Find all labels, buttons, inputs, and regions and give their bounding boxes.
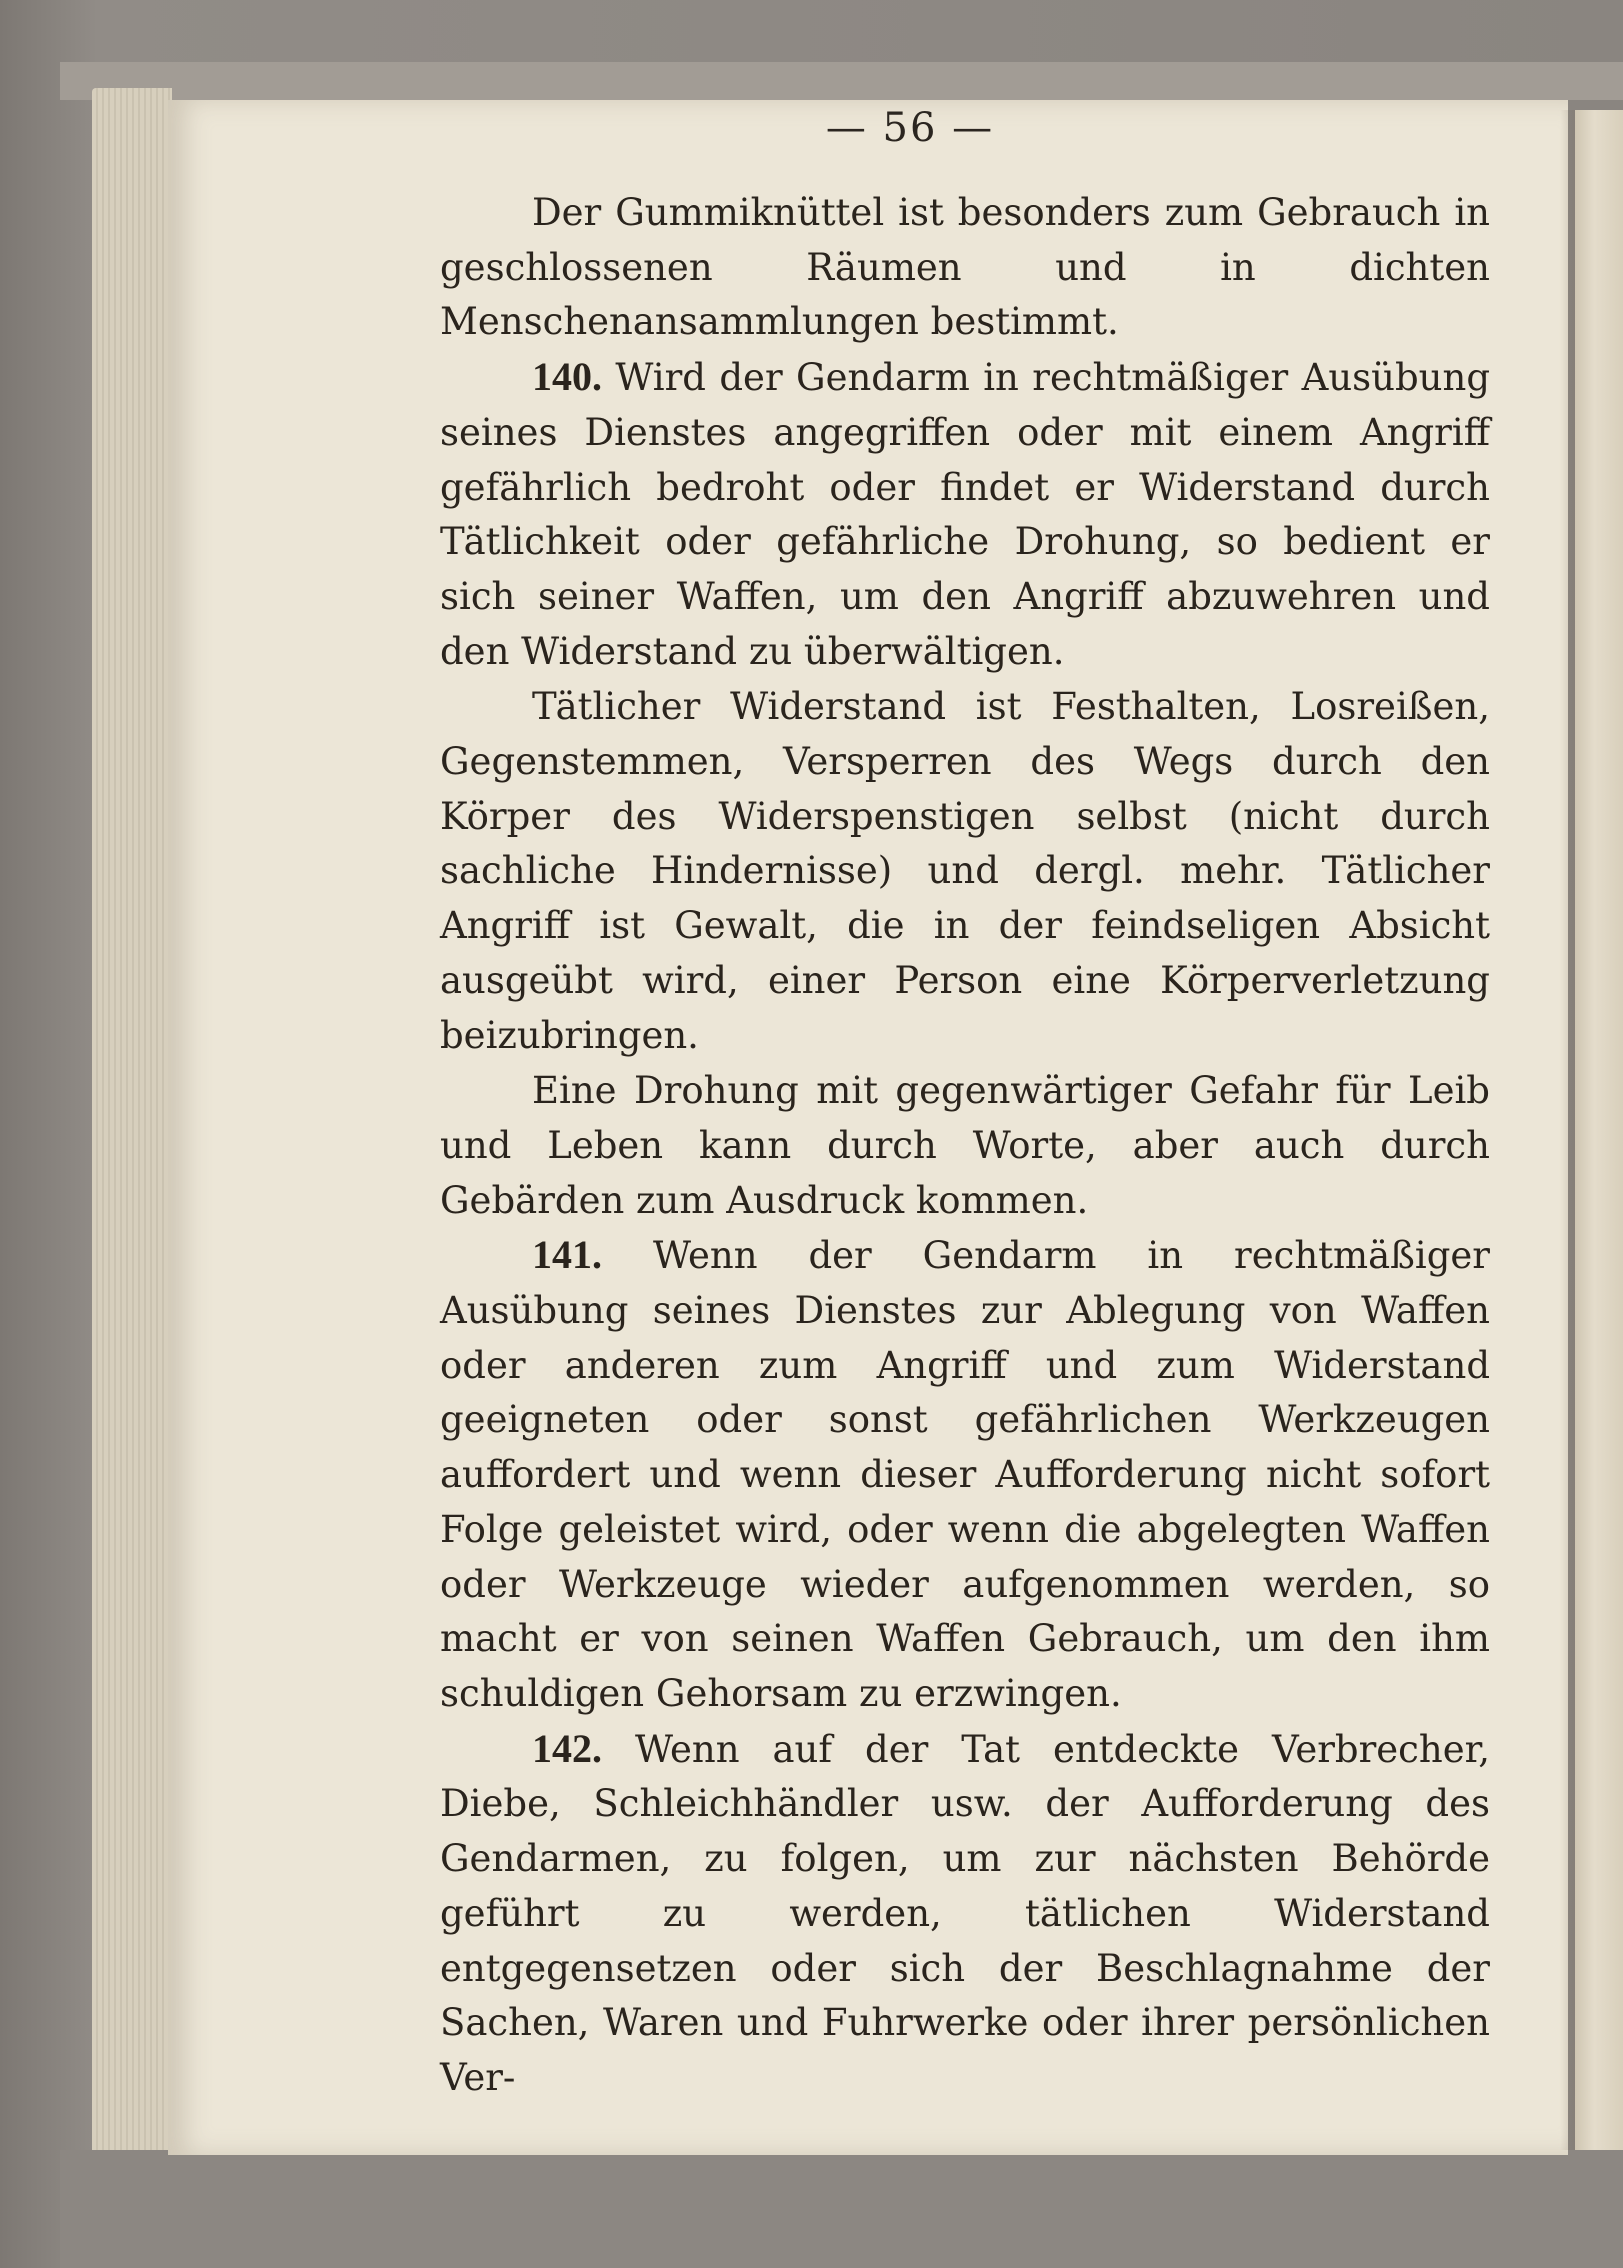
page-text-block: [440, 185, 1490, 2106]
paragraph-number: 141.: [532, 1232, 602, 1278]
paragraph-140: [440, 350, 1490, 679]
paragraph-142: [440, 1722, 1490, 2106]
paragraph-text: Tätlicher Widerstand ist Festhalten, Losreißen, Gegenstemmen, Versperren des Wegs durch den Körper des Widerspenstigen selbst (nicht durch sachliche Hindernisse) und dergl. mehr. Tätlicher Angriff ist Gewalt, die in der feindseligen Absicht ausgeübt wird, einer Person eine Körperverletzung beizubringen.: [440, 685, 1490, 1057]
paragraph-number: 140.: [532, 354, 602, 400]
page-number-header: — 56 —: [825, 105, 995, 151]
cover-top-edge: [60, 62, 1623, 100]
paragraph-text: Wenn auf der Tat entdeckte Verbrecher, Diebe, Schleichhändler usw. der Aufforderung des Gendarmen, zu folgen, um zur nächsten Behörde geführt zu werden, tätlichen Widerstand entgegensetzen oder sich der Beschlagnahme der Sachen, Waren und Fuhrwerke oder ihrer persönlichen Ver-: [440, 1727, 1490, 2099]
cover-bottom-edge: [60, 2150, 1623, 2268]
paragraph-text: Wenn der Gendarm in rechtmäßiger Ausübung seines Dienstes zur Ablegung von Waffen oder anderen zum Angriff und zum Widerstand geeigneten oder sonst gefährlichen Werkzeugen auffordert und wenn dieser Aufforderung nicht sofort Folge geleistet wird, oder wenn die abgelegten Waffen oder Werkzeuge wieder aufgenommen werden, so macht er von seinen Waffen Gebrauch, um den ihm schuldigen Gehorsam zu erzwingen.: [440, 1234, 1490, 1715]
paragraph-text: Eine Drohung mit gegenwärtiger Gefahr für Leib und Leben kann durch Worte, aber auch durch Gebärden zum Ausdruck kommen.: [440, 1069, 1490, 1222]
facing-page-edge: [1575, 110, 1623, 2150]
paragraph-intro: [440, 185, 1490, 350]
paragraph-141: [440, 1228, 1490, 1721]
paragraph-140-threat: [440, 1063, 1490, 1228]
paragraph-text: Der Gummiknüttel ist besonders zum Gebrauch in geschlossenen Räumen und in dichten Menschenansammlungen bestimmt.: [440, 191, 1490, 344]
paragraph-number: 142.: [532, 1725, 602, 1771]
page-edges-stack: [92, 88, 172, 2178]
paragraph-140-definition: [440, 679, 1490, 1063]
paragraph-text: Wird der Gendarm in rechtmäßiger Ausübung seines Dienstes angegriffen oder mit einem Angriff gefährlich bedroht oder findet er Widerstand durch Tätlichkeit oder gefährliche Drohung, so bedient er sich seiner Waffen, um den Angriff abzuwehren und den Widerstand zu überwältigen.: [440, 356, 1490, 673]
